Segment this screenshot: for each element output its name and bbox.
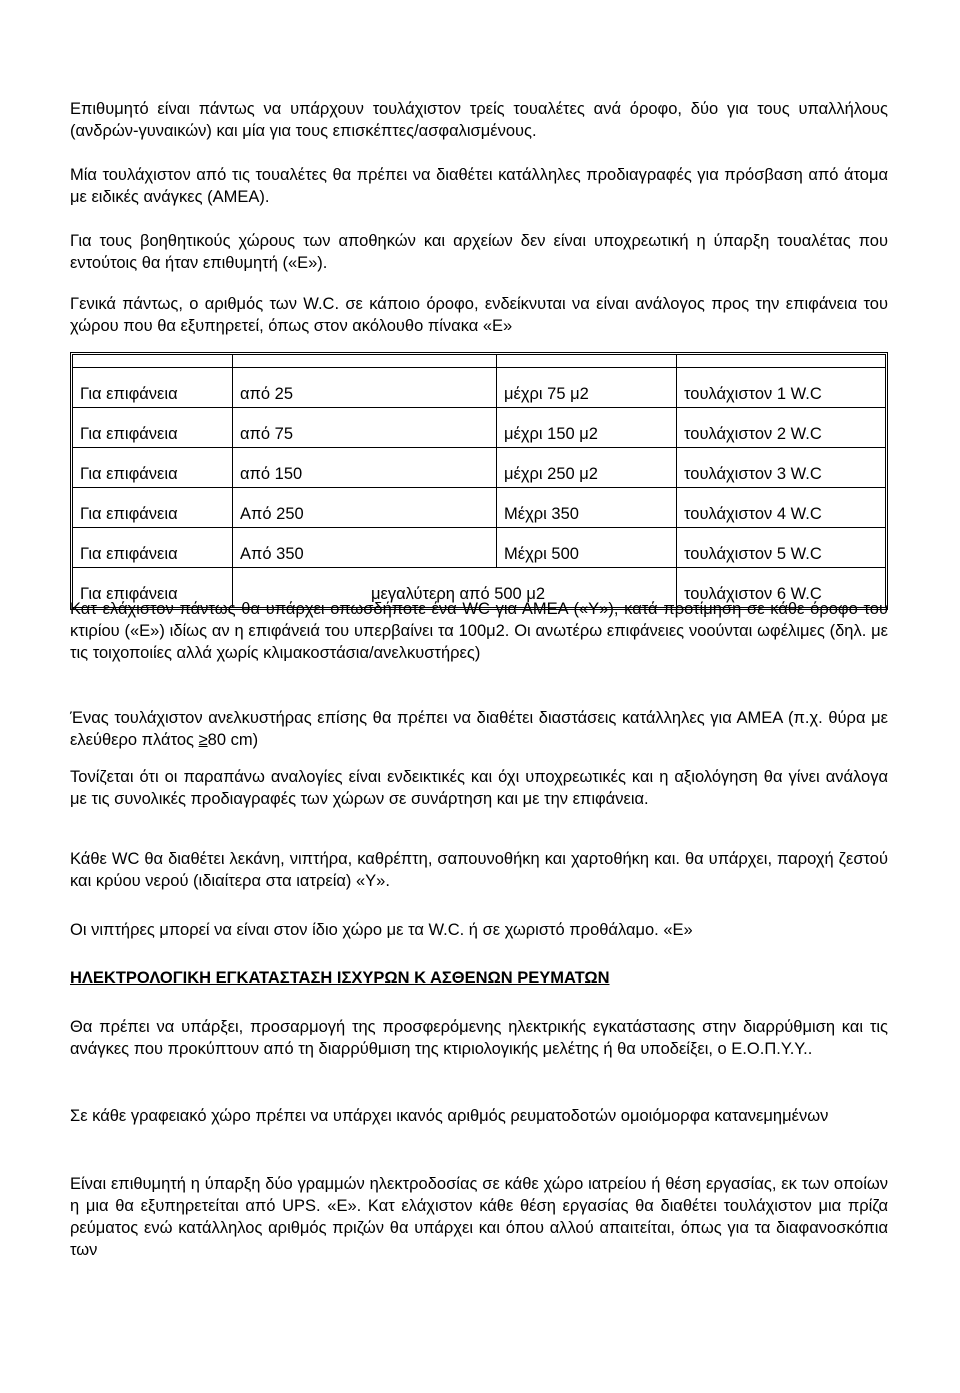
paragraph-power-lines: Είναι επιθυμητή η ύπαρξη δύο γραμμών ηλεκτροδοσίας σε κάθε χώρο ιατρείου ή θέση εργασίας, εκ των οποίων η μια θα εξυπηρετείται από UPS. «Ε». Κατ ελάχιστον κάθε θέση εργασίας θα διαθέτει τουλάχιστον μια πρίζα ρεύματος ενώ κατάλληλος αριθμός πριζών θα υπάρχει και όπου αλλού απαιτείται, όπως για τα διαφανοσκόπια των [70, 1175, 888, 1259]
table-cell: από 150 [233, 448, 497, 488]
paragraph-auxiliary-spaces: Για τους βοηθητικούς χώρους των αποθηκών και αρχείων δεν είναι υποχρεωτική η ύπαρξη τουαλέτας που εντούτοις θα ήταν επιθυμητή («Ε»). [70, 232, 888, 272]
table-row [73, 528, 885, 568]
table-cell: μεγαλύτερη από 500 μ2 [233, 568, 677, 607]
table-cell: τουλάχιστον 4 W.C [677, 488, 885, 528]
table-cell: Για επιφάνεια [73, 488, 233, 528]
table-cell: Για επιφάνεια [73, 528, 233, 568]
wc-per-area-table [70, 352, 888, 610]
table-cell: Από 250 [233, 488, 497, 528]
paragraph-outlets: Σε κάθε γραφειακό χώρο πρέπει να υπάρχει ικανός αριθμός ρευματοδοτών ομοιόμορφα κατανεμημένων [70, 1107, 829, 1125]
table-row [73, 408, 885, 448]
table-cell: τουλάχιστον 1 W.C [677, 368, 885, 408]
table-cell: μέχρι 250 μ2 [497, 448, 677, 488]
paragraph-washbasins: Οι νιπτήρες μπορεί να είναι στον ίδιο χώρο με τα W.C. ή σε χωριστό προθάλαμο. «Ε» [70, 921, 693, 939]
paragraph-text: Ένας τουλάχιστον ανελκυστήρας επίσης θα πρέπει να διαθέτει διαστάσεις κατάλληλες για ΑΜΕΑ (π.χ. θύρα με ελεύθερο πλάτος [70, 709, 888, 749]
paragraph-amea-wc: Κατ ελάχιστον πάντως θα υπάρχει οπωσδήποτε ένα WC για ΑΜΕΑ («Υ»), κατά προτίμηση σε κάθε όροφο του κτιρίου («Ε») ιδίως αν η επιφάνειά του υπερβαίνει τα 100μ2. Οι ανωτέρω επιφάνειες νοούνται ωφέλιμες (δηλ. με τις τοιχοποιίες αλλά χωρίς κλιμακοστάσια/ανελκυστήρες) [70, 600, 888, 662]
table-cell: Για επιφάνεια [73, 448, 233, 488]
table-cell: Για επιφάνεια [73, 408, 233, 448]
paragraph-text: 80 cm) [207, 731, 259, 749]
table-cell: Για επιφάνεια [73, 368, 233, 408]
paragraph-toilets-per-floor: Επιθυμητό είναι πάντως να υπάρχουν τουλάχιστον τρείς τουαλέτες ανά όροφο, δύο για τους υπαλλήλους (ανδρών-γυναικών) και μία για τους επισκέπτες/ασφαλισμένους. [70, 100, 888, 140]
table-cell: Μέχρι 500 [497, 528, 677, 568]
paragraph-electrical-adaptation: Θα πρέπει να υπάρξει, προσαρμογή της προσφερόμενης ηλεκτρικής εγκατάστασης στην διαρρύθμιση και τις ανάγκες που προκύπτουν από τη διαρρύθμιση της κτιριολογικής μελέτης ή θα υποδείξει, ο Ε.Ο.Π.Υ.Υ.. [70, 1018, 888, 1058]
paragraph-elevator [70, 707, 888, 751]
table-cell: τουλάχιστον 3 W.C [677, 448, 885, 488]
table-cell: τουλάχιστον 2 W.C [677, 408, 885, 448]
paragraph-indicative-ratios: Τονίζεται ότι οι παραπάνω αναλογίες είναι ενδεικτικές και όχι υποχρεωτικές και η αξιολόγηση θα γίνει ανάλογα με τις συνολικές προδιαγραφές των χώρων σε συνάρτηση και με την επιφάνεια. [70, 768, 888, 808]
table-cell: από 25 [233, 368, 497, 408]
table-cell: Μέχρι 350 [497, 488, 677, 528]
table-row [73, 448, 885, 488]
greater-equal-symbol: ≥ [198, 731, 208, 749]
paragraph-accessible-toilet: Μία τουλάχιστον από τις τουαλέτες θα πρέπει να διαθέτει κατάλληλες προδιαγραφές για πρόσβαση από άτομα με ειδικές ανάγκες (ΑΜΕΑ). [70, 166, 888, 206]
paragraph-wc-equipment: Κάθε WC θα διαθέτει λεκάνη, νιπτήρα, καθρέπτη, σαπουνοθήκη και χαρτοθήκη και. θα υπάρχει, παροχή ζεστού και κρύου νερού (ιδιαίτερα στα ιατρεία) «Υ». [70, 850, 888, 890]
table-spacer-row [73, 355, 885, 368]
table-cell: μέχρι 150 μ2 [497, 408, 677, 448]
table-cell: από 75 [233, 408, 497, 448]
section-heading: ΗΛΕΚΤΡΟΛΟΓΙΚΗ ΕΓΚΑΤΑΣΤΑΣΗ ΙΣΧΥΡΩΝ Κ ΑΣΘΕΝΩΝ ΡΕΥΜΑΤΩΝ [70, 969, 610, 987]
paragraph-wc-ratio: Γενικά πάντως, ο αριθμός των W.C. σε κάποιο όροφο, ενδείκνυται να είναι ανάλογος προς την επιφάνεια του χώρου που θα εξυπηρετεί, όπως στον ακόλουθο πίνακα «Ε» [70, 295, 888, 335]
table-cell: μέχρι 75 μ2 [497, 368, 677, 408]
table-cell: τουλάχιστον 5 W.C [677, 528, 885, 568]
table-cell: Για επιφάνεια [73, 568, 233, 607]
table-cell: τουλάχιστον 6 W.C [684, 585, 822, 603]
table-cell: Από 350 [233, 528, 497, 568]
table-row [73, 368, 885, 408]
table-row [73, 488, 885, 528]
